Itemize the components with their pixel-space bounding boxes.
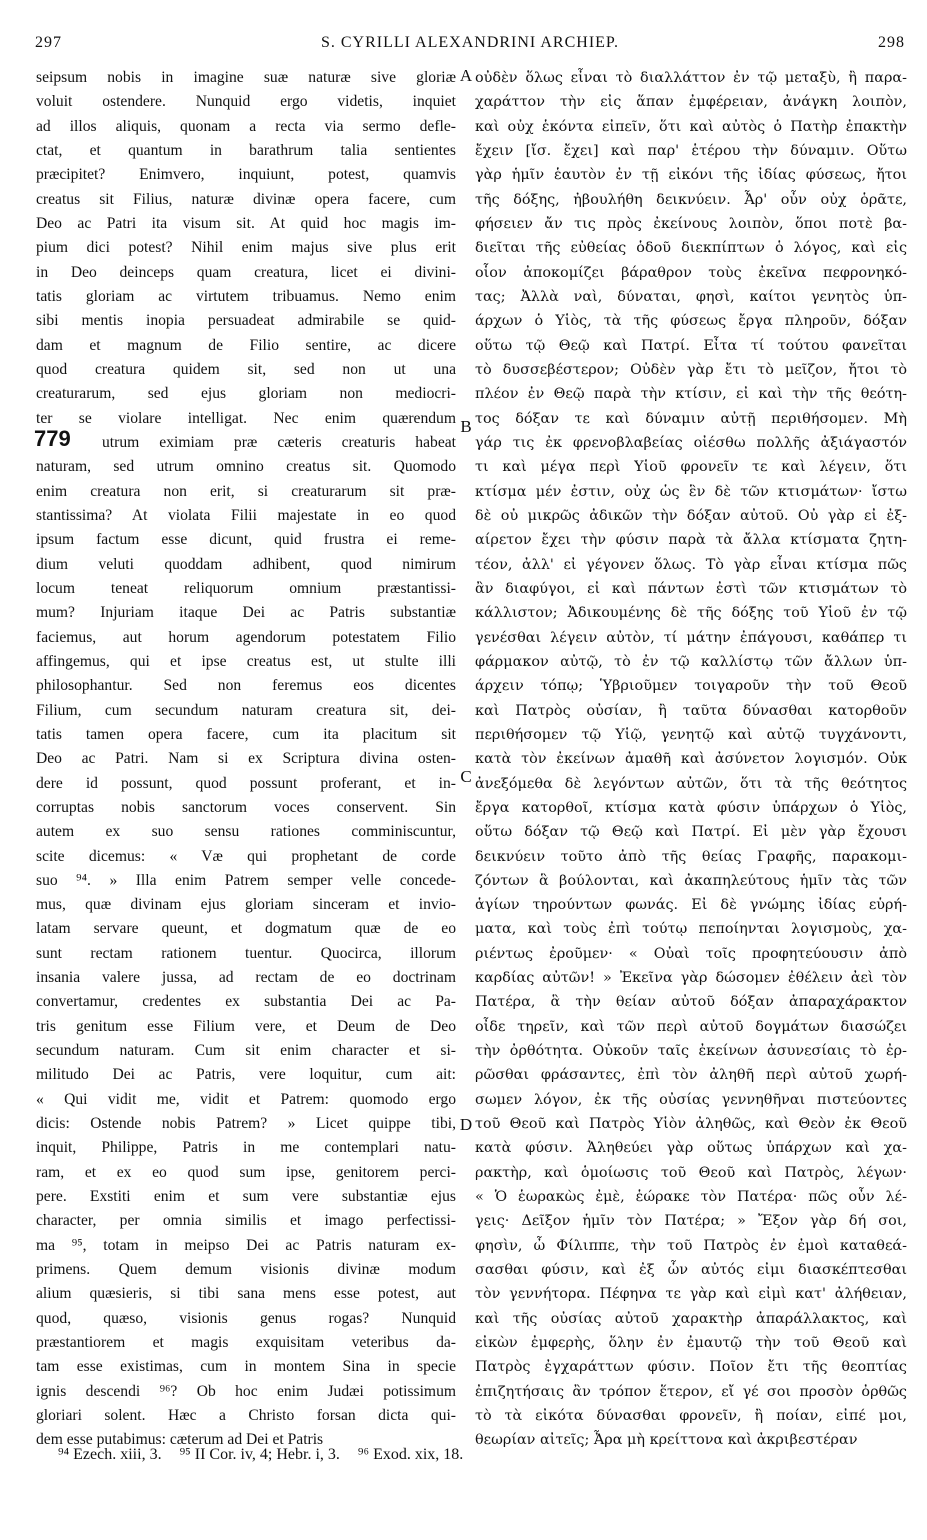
- text-line: mus, quæ divinam ejus gloriam sinceram et invio-: [36, 896, 456, 914]
- text-line: οἷον ἀποκομίζει βάραθρον τοὺς ἐκεῖνα πεφρονηκό-: [475, 264, 907, 281]
- text-line: utrum eximiam præ cæteris creaturis habeat: [102, 433, 456, 451]
- text-line: χαράττον τὴν εἰς ἅπαν ἐμφέρειαν, ἀνάγκη λοιπὸν,: [475, 94, 907, 111]
- text-line: πλέον ἐν Θεῷ παρὰ τὴν κτίσιν, εἰ καὶ τὴν τῆς θεότη-: [475, 386, 907, 403]
- text-line: latam servare queunt, et dogmatum quæ de eo: [36, 920, 456, 938]
- text-line: γενέσθαι λέγειν αὐτὸν, τί μάτην ἐπάγουσι, καθάπερ τι: [475, 629, 907, 646]
- text-line: suo ⁹⁴. » Illa enim Patrem semper velle concede-: [36, 871, 456, 889]
- text-line: περιθήσομεν τῷ Υἱῷ, γενητῷ καὶ αὐτῷ τυγχάνοντι,: [475, 726, 907, 743]
- text-line: stantissima? At violata Filii majestate in eo quod: [36, 506, 456, 524]
- text-line: δὲ οὐ μικρῶς ἀδικῶν τὴν δόξαν αὐτοῦ. Οὐ γὰρ εἰ ἐξ-: [475, 507, 907, 524]
- text-line: διεῖται τῆς εὐθείας ὁδοῦ διεκπίπτων ὁ λόγος, καὶ εἰς: [475, 240, 907, 257]
- text-line: pere. Exstiti enim et sum vere substantiæ ejus: [36, 1188, 456, 1206]
- text-line: ter se violare intelligat. Nec enim quærendum: [36, 409, 456, 427]
- text-line: ζόντων ἃ βούλονται, καὶ ἀκαπηλεύτους ἡμῖν τὰς τῶν: [475, 872, 907, 889]
- text-line: sibi mentis inopia persuadeat admirabile se quid-: [36, 312, 456, 330]
- text-line: scite dicemus: « Væ qui prophetant de corde: [36, 847, 456, 865]
- text-line: γεις· Δεῖξον ἡμῖν τὸν Πατέρα; » Ἔξον γὰρ δή σοι,: [475, 1213, 907, 1230]
- footnote-94: ⁹⁴ Ezech. xiii, 3.: [58, 1446, 162, 1463]
- text-line: τὴν ὀρθότητα. Οὐκοῦν ταῖς ἐκείνων ἀσυνεσίαις τὸ ἐρ-: [475, 1043, 907, 1060]
- text-line: σασθαι φύσιν, καὶ ἐξ ὧν αὐτός εἰμι διασκέπτεσθαι: [475, 1262, 907, 1279]
- text-line: character, per omnia similis et imago perfectissi-: [36, 1212, 456, 1230]
- text-line: καὶ Πατρὸς οὐσίαν, ἢ ταῦτα δύνασθαι κατορθοῦν: [475, 702, 907, 719]
- text-line: dem esse putabimus: cæterum ad Dei et Patris: [36, 1431, 324, 1449]
- text-line: præcipitet? Enimvero, inquiunt, potest, quamvis: [36, 166, 456, 184]
- text-line: insania valere jussa, ad rectam de eo doctrinam: [36, 969, 456, 987]
- text-line: γὰρ ἡμῖν ἑαυτὸν ἐν τῇ εἰκόνι τῆς ἰδίας φύσεως, ἤτοι: [475, 167, 907, 184]
- text-line: τέον, ἀλλ' εἰ γέγονεν ὅλως. Τὸ γὰρ εἶναι κτίσμα πῶς: [475, 556, 907, 573]
- text-line: οὐδὲν ὅλως εἶναι τὸ διαλλάττον ἐν τῷ μεταξὺ, ἢ παρα-: [475, 70, 907, 86]
- text-line: τὸν γεννήτορα. Πέφηνα τε γὰρ καὶ εἰμὶ κατ' ἀλήθειαν,: [475, 1286, 907, 1303]
- text-line: naturam, sed utrum omnino creatus sit. Quomodo: [36, 458, 456, 476]
- text-line: tris genitum esse Filium vere, et Deum de Deo: [36, 1017, 456, 1035]
- text-line: affingemus, qui et ipse creatus est, ut stulte illi: [36, 652, 456, 670]
- text-line: ἔχειν [ἴσ. ἔχει] καὶ παρ' ἑτέρου τὴν δύναμιν. Οὕτω: [475, 142, 907, 159]
- text-line: convertamur, credentes ex substantia Dei ac Pa-: [36, 993, 456, 1011]
- text-line: κτίσμα μέν ἐστιν, οὐχ ὡς ἓν δὲ τῶν κτισμάτων· ἴστω: [475, 483, 907, 500]
- text-line: dere id possunt, quod possunt proferant, et in-: [36, 774, 456, 792]
- text-line: autem ex suo sensu rationes comminiscuntur,: [36, 823, 456, 841]
- text-line: άρχων ὁ Υἱὸς, τὰ τῆς φύσεως ἔργα πληροῦν, δόξαν: [475, 313, 907, 330]
- text-line: primens. Quem demum visionis divinæ modum: [36, 1261, 456, 1279]
- text-line: ἔργα κατορθοῖ, κτίσμα κατὰ φύσιν ὑπάρχων ὁ Υἱὸς,: [475, 799, 907, 816]
- text-line: ριέντως ἐροῦμεν· « Οὐαὶ τοῖς προφητεύουσιν ἀπὸ: [475, 945, 907, 962]
- text-line: Filium, cum secundum naturam creatura sit, dei-: [36, 701, 456, 719]
- footnote-95: ⁹⁵ II Cor. iv, 4; Hebr. i, 3.: [179, 1446, 340, 1463]
- text-line: faciemus, aut horum agendorum potestatem Filio: [36, 628, 456, 646]
- text-line: οἶδε τηρεῖν, καὶ τῶν περὶ αὐτοῦ δογμάτων διασώζει: [475, 1018, 907, 1035]
- text-line: καὶ τῆς οὐσίας αὐτοῦ χαρακτὴρ ἀπαράλλακτος, καὶ: [475, 1310, 907, 1327]
- text-line: θεωρίαν αἰτεῖς; Ἆρα μὴ κρείττονα καὶ ἀκριβεστέραν: [475, 1432, 858, 1449]
- text-line: « Qui vidit me, vidit et Patrem: quomodo ergo: [36, 1090, 456, 1108]
- text-line: ἐπιζητήσαις ἂν τρόπον ἕτερον, εἴ γέ σοι προσὸν ὀρθῶς: [475, 1383, 907, 1400]
- left-page-number: 297: [35, 34, 62, 51]
- text-line: τὸ δυσσεβέστερον; Οὐδὲν γὰρ ἔτι τὸ μεῖζον, ἤτοι τὸ: [475, 361, 907, 378]
- text-line: dium veluti quoddam adhibent, quod nimirum: [36, 555, 456, 573]
- text-line: mum? Injuriam itaque Dei ac Patris substantiæ: [36, 604, 456, 622]
- text-line: creatus sit Filius, naturæ divinæ opera facere, cum: [36, 190, 456, 208]
- text-line: άρχειν τόπῳ; Ὑβριοῦμεν τοιγαροῦν τὴν τοῦ Θεοῦ: [475, 678, 907, 695]
- text-line: κατὰ φύσιν. Ἀληθεύει γὰρ οὕτως ὑπάρχων καὶ χα-: [475, 1140, 907, 1157]
- text-line: locum teneat reliquorum omnium præstantissi-: [36, 579, 456, 597]
- text-line: τὸ τὰ εἰκότα δύνασθαι φρονεῖν, ἢ ποίαν, εἰπέ μοι,: [475, 1408, 907, 1425]
- running-title: S. CYRILLI ALEXANDRINI ARCHIEP.: [320, 34, 620, 51]
- text-line: ctat, et quantum in barathrum talia sentientes: [36, 141, 456, 159]
- text-line: Deo ac Patri. Nam si ex Scriptura divina osten-: [36, 750, 456, 768]
- text-line: gloriari solent. Hæc a Christo forsan dicta qui-: [36, 1407, 456, 1425]
- column-number: 779: [34, 426, 71, 451]
- text-line: seipsum nobis in imagine suæ naturæ sive gloriæ: [36, 69, 456, 86]
- text-line: τῆς δόξης, ἠβουλήθη δεικνύειν. Ἆρ' οὖν οὐχ ὁρᾶτε,: [475, 191, 907, 208]
- text-line: ἀνεξόμεθα δὲ λεγόντων αὐτῶν, ὅτι τὰ τῆς θεότητος: [475, 775, 907, 792]
- text-line: alium quæsieris, si tibi sana mens esse potest, aut: [36, 1285, 456, 1303]
- right-page-number: 298: [878, 34, 905, 51]
- margin-letter-b: B: [460, 417, 472, 436]
- text-line: voluit ostendere. Nunquid ergo videtis, inquiet: [36, 93, 456, 111]
- margin-letter-c: C: [460, 767, 472, 786]
- greek-column: [475, 66, 907, 1453]
- text-line: quod, quæso, visionis genus rogas? Nunquid: [36, 1309, 456, 1327]
- text-line: φάρμακον αὐτῷ, τὸ ἐν τῷ καλλίστῳ τῶν ἄλλων ὑπ-: [475, 653, 907, 670]
- text-line: καὶ οὐχ ἑκόντα εἰπεῖν, ὅτι καὶ αὐτὸς ὁ Πατὴρ ἐπακτὴν: [475, 118, 907, 135]
- footnote-96: ⁹⁶ Exod. xix, 18.: [357, 1446, 464, 1463]
- text-line: philosophantur. Sed non feremus eos dicentes: [36, 677, 456, 695]
- text-line: ἁγίων τηρούντων φωνάς. Εἰ δὲ γνώμης ἰδίας εὑρή-: [475, 897, 907, 914]
- text-line: corruptas nobis sanctorum voces conservent. Sin: [36, 798, 456, 816]
- text-line: δεικνύειν τοῦτο ἀπὸ τῆς θείας Γραφῆς, παρακομι-: [475, 848, 907, 865]
- text-line: οὕτω τῷ Θεῷ καὶ Πατρί. Εἶτα τί τούτου φανεῖται: [475, 337, 907, 354]
- text-line: τι καὶ μέγα περὶ Υἱοῦ φρονεῖν τε καὶ λέγειν, ὅτι: [475, 459, 907, 476]
- text-line: ipsum factum esse dicunt, quid frustra ei reme-: [36, 531, 456, 549]
- text-line: creaturarum, sed ejus gloriam non mediocri-: [36, 385, 456, 403]
- text-line: tam esse existimas, cum in montem Sina in specie: [36, 1358, 456, 1376]
- text-line: dam et magnum de Filio sentire, ac dicere: [36, 336, 456, 354]
- text-line: οὕτω δόξαν τῷ Θεῷ καὶ Πατρί. Εἰ μὲν γὰρ ἔχουσι: [475, 824, 907, 841]
- text-line: tatis tamen opera facere, cum ita placitum sit: [36, 725, 456, 743]
- text-line: inquit, Philippe, Patris in me contemplari natu-: [36, 1139, 456, 1157]
- text-line: αίρετον ἔχει τὴν φύσιν παρὰ τὰ ἄλλα κτίσματα ζητη-: [475, 532, 907, 549]
- text-line: κατὰ τὸν ἐκείνων ἀμαθῆ καὶ ἀσύνετον λογισμόν. Οὐκ: [475, 751, 907, 768]
- text-line: ad illos aliquis, quonam a recta via sermo defle-: [36, 117, 456, 135]
- text-line: φήσειεν ἄν τις πρὸς ἐκείνους λοιπὸν, ὅποι ποτὲ βα-: [475, 215, 907, 232]
- text-line: quod creatura quidem sit, sed non ut una: [36, 360, 456, 378]
- text-line: ignis descendi ⁹⁶? Ob hoc enim Judæi potissimum: [36, 1382, 456, 1400]
- footnotes: [58, 1446, 878, 1464]
- text-line: καρδίας αὐτῶν! » Ἐκεῖνα γὰρ δώσομεν ἐθέλειν ἀεὶ τὸν: [475, 970, 907, 987]
- text-line: ρῶσθαι φράσαντες, ἐπὶ τὸν ἀληθῆ περὶ αὐτοῦ χωρή-: [475, 1067, 907, 1084]
- text-line: γάρ τις ἐκ φρενοβλαβείας οἰέσθω πολλῆς ἀξιάγαστόν: [475, 434, 907, 451]
- text-line: ματα, καὶ τοὺς ἐπὶ τούτῳ πεποίηνται λογισμοὺς, χα-: [475, 921, 907, 938]
- text-line: ram, et ex eo quod sum ipse, genitorem perci-: [36, 1163, 456, 1181]
- text-line: κάλλιστον; Ἀδικουμένης δὲ τῆς δόξης τοῦ Υἱοῦ ἐν τῷ: [475, 605, 907, 622]
- text-line: τας; Ἀλλὰ ναὶ, δύναται, φησὶ, καίτοι γενητὸς ὑπ-: [475, 288, 907, 305]
- text-line: enim creatura non erit, si creaturarum sit præ-: [36, 482, 456, 500]
- text-line: in Deo deinceps quam creatura, licet ei divini-: [36, 263, 456, 281]
- text-line: Πατέρα, ἃ τὴν θείαν αὐτοῦ δόξαν ἀπαραχάρακτον: [475, 994, 907, 1011]
- text-line: εἰκὼν ἐμφερὴς, ὅλην ἐν ἐμαυτῷ τὴν τοῦ Θεοῦ καὶ: [475, 1335, 907, 1352]
- latin-column: [36, 66, 456, 1453]
- text-line: Deo ac Patri ita visum sit. At quid hoc magis im-: [36, 214, 456, 232]
- text-line: φησὶν, ὦ Φίλιππε, τὴν τοῦ Πατρὸς ἐν ἐμοὶ καταθεά-: [475, 1237, 907, 1254]
- text-line: « Ὁ ἑωρακὼς ἐμὲ, ἑώρακε τὸν Πατέρα· πῶς οὖν λέ-: [475, 1189, 907, 1206]
- margin-letter-d: D: [459, 1115, 473, 1134]
- text-line: dicis: Ostende nobis Patrem? » Licet quippe tibi,: [36, 1115, 456, 1133]
- margin-letter-a: A: [459, 66, 473, 85]
- text-line: militudo Dei ac Patris, vere loquitur, cum ait:: [36, 1066, 456, 1084]
- text-line: τοῦ Θεοῦ καὶ Πατρὸς Υἱὸν ἀληθῶς, καὶ Θεὸν ἐκ Θεοῦ: [475, 1116, 907, 1133]
- text-line: Πατρὸς ἐγχαράττων φύσιν. Ποῖον ἔτι τῆς θεοπτίας: [475, 1359, 907, 1376]
- text-line: τος δόξαν τε καὶ δύναμιν αὐτῇ περιθήσομεν. Μὴ: [475, 410, 907, 427]
- text-line: ρακτὴρ, καὶ ὁμοίωσις τοῦ Θεοῦ καὶ Πατρὸς, λέγων·: [475, 1164, 907, 1181]
- text-line: ma ⁹⁵, totam in meipso Dei ac Patris naturam ex-: [36, 1236, 456, 1254]
- text-line: tatis gloriam ac virtutem tribuamus. Nemo enim: [36, 287, 456, 305]
- text-line: σωμεν λόγον, ἐκ τῆς οὐσίας γεννηθῆναι πιστεύοντες: [475, 1091, 907, 1108]
- text-line: ἂν διαφύγοι, εἰ καὶ πάντων ἐστὶ τῶν κτισμάτων τὸ: [475, 580, 907, 597]
- text-line: sunt rectam rationem tuentur. Quocirca, illorum: [36, 944, 456, 962]
- text-line: præstantiorem et magis exquisitam veteribus da-: [36, 1334, 456, 1352]
- text-line: secundum naturam. Cum sit enim character et si-: [36, 1042, 456, 1060]
- running-header: [35, 34, 905, 56]
- text-line: pium dici potest? Nihil enim majus sive plus erit: [36, 239, 456, 257]
